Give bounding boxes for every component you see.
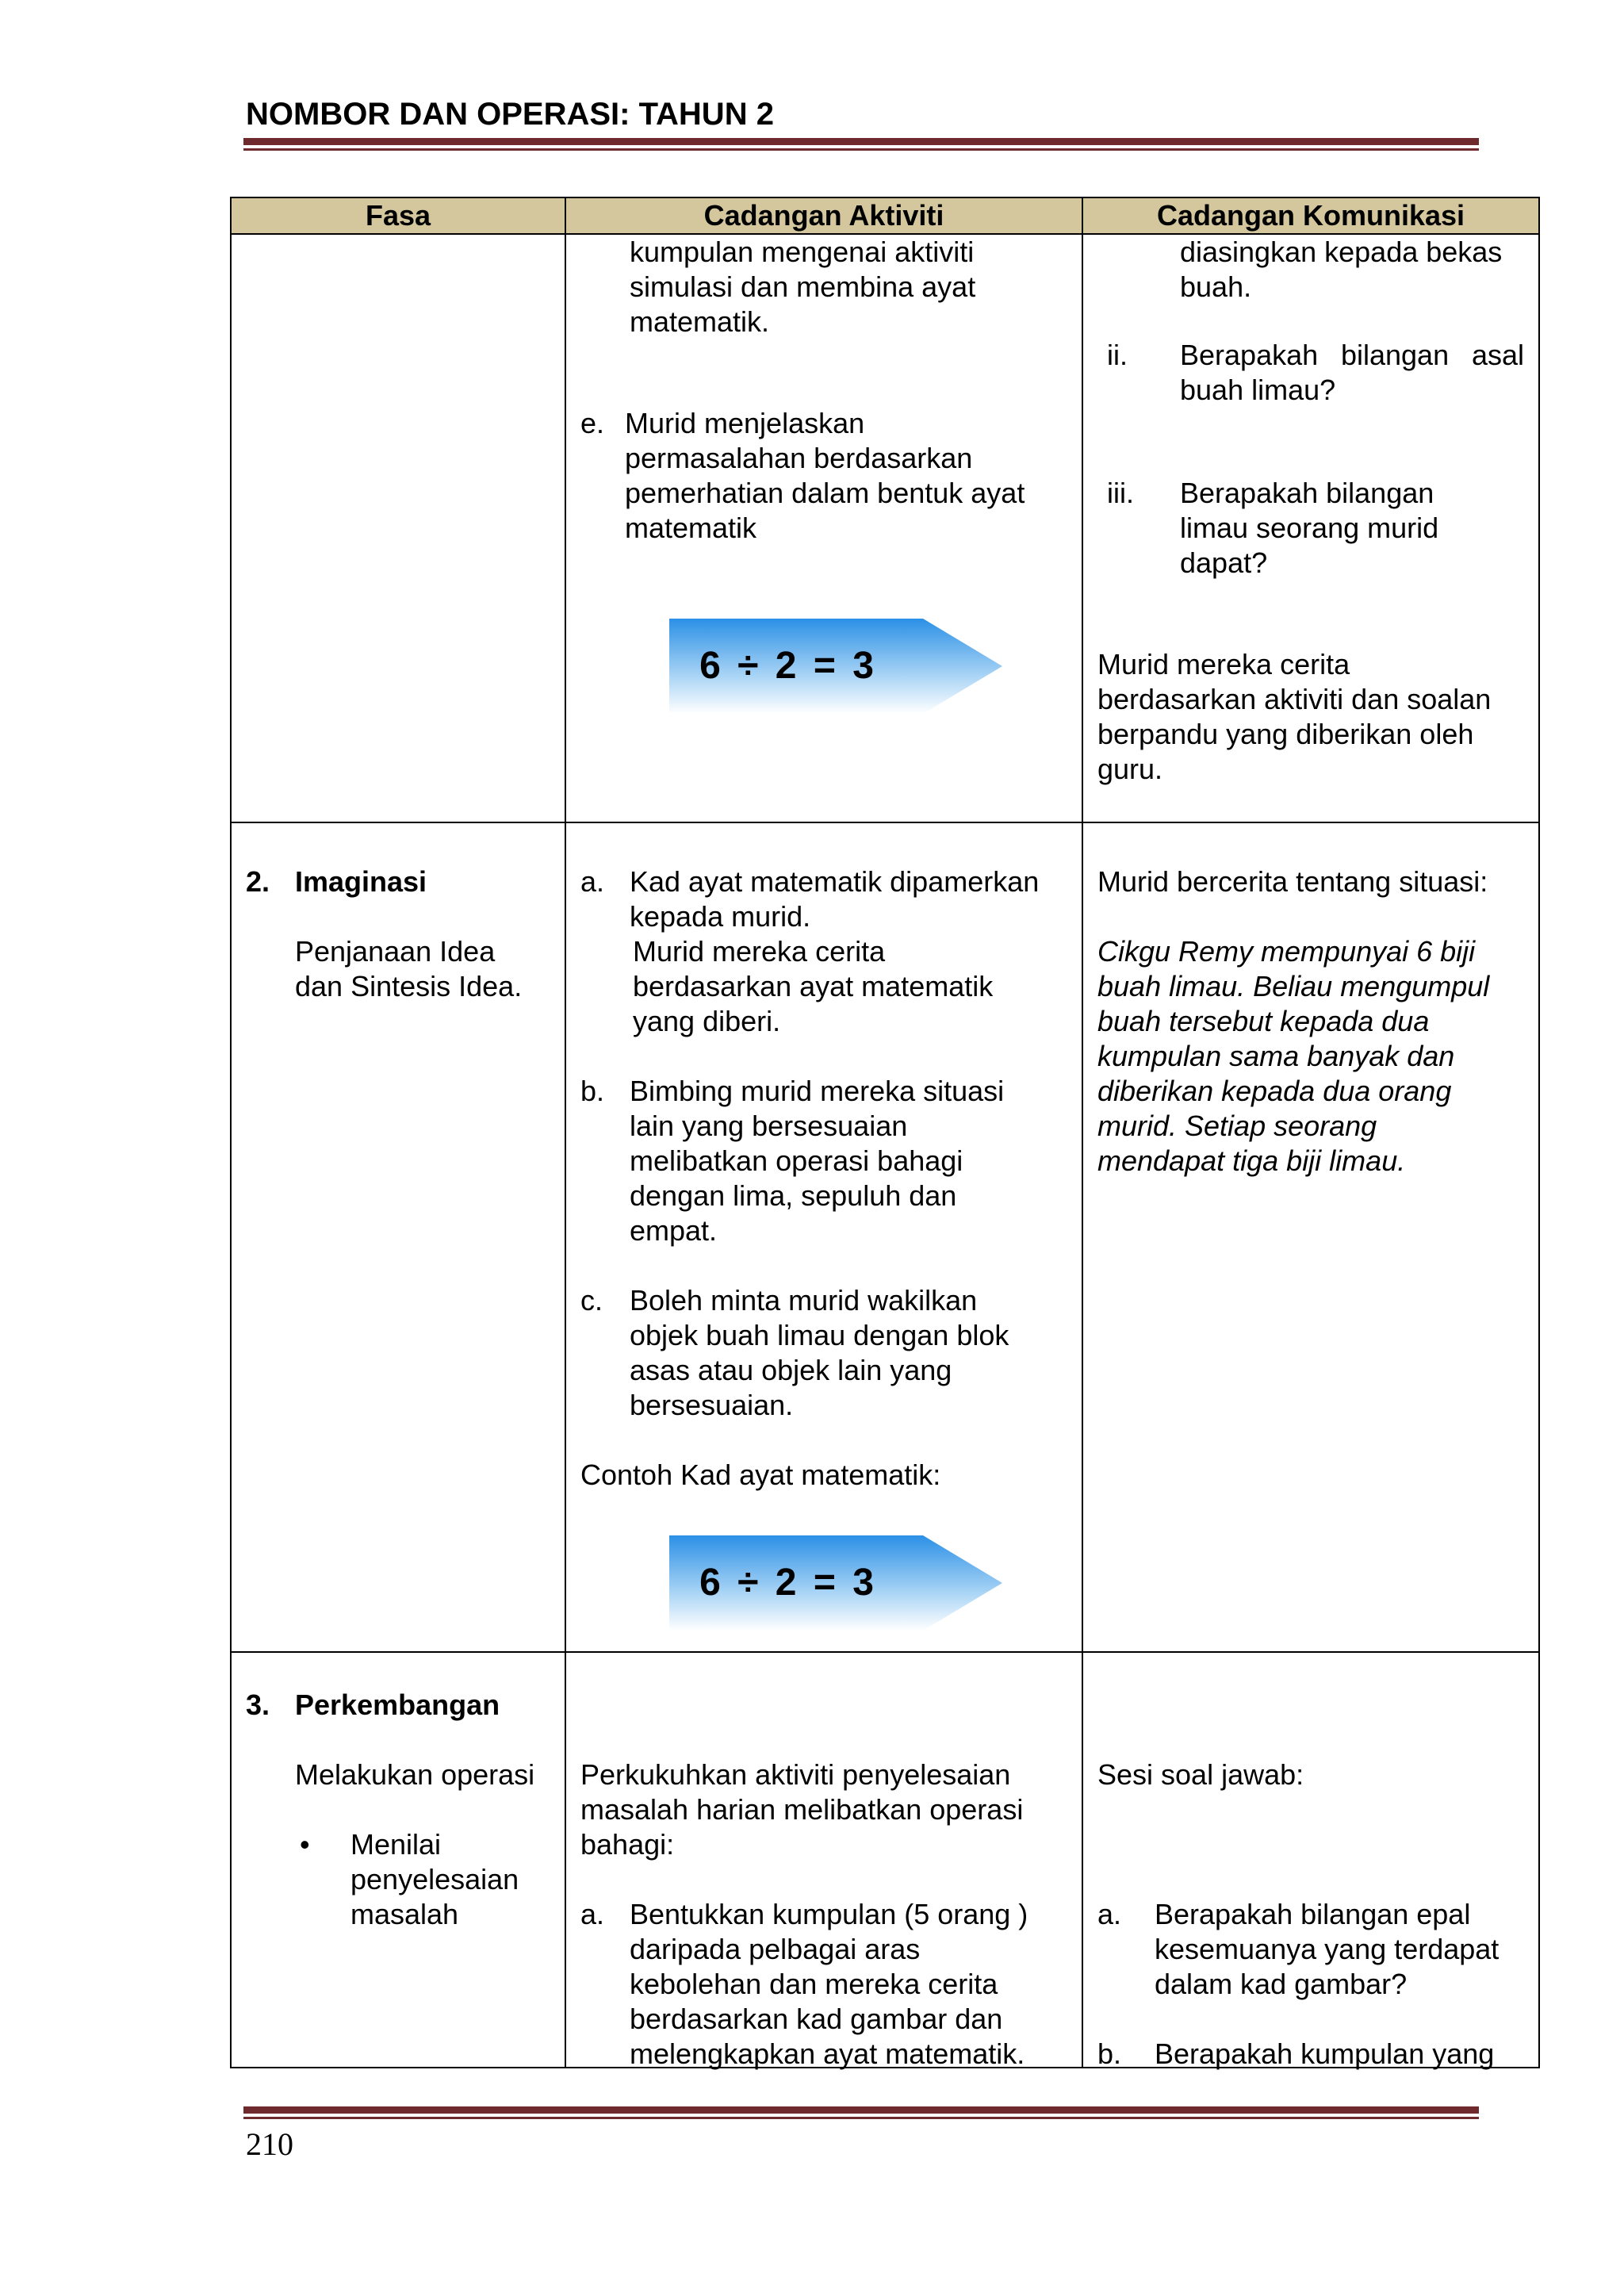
phase-title: Perkembangan [295,1688,500,1721]
text-line: Murid mereka cerita [1097,648,1350,680]
list-marker: b. [580,1075,605,1107]
fasa-cell [231,234,565,822]
equation-card [669,1535,1002,1631]
story-line: Cikgu Remy mempunyai 6 biji [1097,935,1476,968]
text-line: guru. [1097,753,1163,785]
text-line: buah limau? [1180,374,1336,406]
text-line: matematik [625,512,757,544]
list-marker: a. [1097,1898,1122,1930]
text-line: kepada murid. [630,900,811,933]
table-header-row [231,197,1539,234]
phase-number: 3. [246,1688,270,1721]
text-line: melibatkan operasi bahagi [630,1144,963,1177]
text-line: penyelesaian [350,1863,519,1895]
table-row [231,1652,1539,2068]
text-line: berdasarkan kad gambar dan [630,2003,1003,2035]
text-line: berdasarkan ayat matematik [633,970,994,1002]
story-line: kumpulan sama banyak dan [1097,1040,1455,1072]
text-line: bersesuaian. [630,1389,794,1421]
text-line: masalah harian melibatkan operasi [580,1793,1024,1826]
text-line: Boleh minta murid wakilkan [630,1284,978,1317]
text-line: objek buah limau dengan blok [630,1319,1009,1351]
text-line: berdasarkan aktiviti dan soalan [1097,683,1492,715]
text-line: Berapakah bilangan epal [1155,1898,1471,1930]
text-line: pemerhatian dalam bentuk ayat [625,477,1025,509]
text-line: simulasi dan membina ayat [630,270,976,303]
text-line: buah. [1180,270,1252,303]
text-line: Melakukan operasi [295,1758,535,1791]
text-line: daripada pelbagai aras [630,1933,921,1965]
text-line: Murid mereka cerita [633,935,886,968]
text-line: yang diberi. [633,1005,781,1037]
header-rule [243,138,1479,151]
text-line: dapat? [1180,546,1268,579]
text-line: empat. [630,1214,718,1247]
story-line: mendapat tiga biji limau. [1097,1144,1406,1177]
text-line: diasingkan kepada bekas [1180,236,1503,268]
text-line: Bimbing murid mereka situasi [630,1075,1005,1107]
list-marker: b. [1097,2037,1122,2070]
equation-card [669,619,1002,714]
text-line: Kad ayat matematik dipamerkan [630,865,1040,898]
text-line: Penjanaan Idea [295,935,496,968]
footer-rule [243,2106,1479,2119]
story-line: diberikan kepada dua orang [1097,1075,1452,1107]
komunikasi-cell [1082,822,1539,1652]
equation-text: 6 ÷ 2 = 3 [699,645,877,687]
list-marker: e. [580,407,605,439]
text-line: lain yang bersesuaian [630,1110,908,1142]
story-line: buah tersebut kepada dua [1097,1005,1430,1037]
text-line: Murid bercerita tentang situasi: [1097,865,1488,898]
text-line: kebolehan dan mereka cerita [630,1968,998,2000]
text-line: Contoh Kad ayat matematik: [580,1458,941,1491]
fasa-cell [231,822,565,1652]
list-marker: ii. [1107,339,1128,371]
page-header-title: NOMBOR DAN OPERASI: TAHUN 2 [246,97,774,132]
equation-text: 6 ÷ 2 = 3 [699,1562,877,1604]
lesson-table [230,197,1540,2068]
text-line: dengan lima, sepuluh dan [630,1179,957,1212]
aktiviti-cell [565,822,1082,1652]
text-line: permasalahan berdasarkan [625,442,973,474]
bullet-icon: • [300,1828,310,1861]
story-line: murid. Setiap seorang [1097,1110,1377,1142]
fasa-cell [231,1652,565,2068]
list-marker: c. [580,1284,603,1317]
komunikasi-cell [1082,234,1539,822]
list-marker: a. [580,1898,605,1930]
text-line: Murid menjelaskan [625,407,865,439]
text-line: Berapakah bilangan asal [1180,339,1524,371]
text-line: Berapakah bilangan [1180,477,1434,509]
phase-number: 2. [246,865,270,898]
text-line: asas atau objek lain yang [630,1354,952,1386]
text-line: Berapakah kumpulan yang [1155,2037,1495,2070]
column-header-komunikasi: Cadangan Komunikasi [1082,197,1539,234]
aktiviti-cell [565,1652,1082,2068]
story-line: buah limau. Beliau mengumpul [1097,970,1490,1002]
text-line: dalam kad gambar? [1155,1968,1408,2000]
text-line: kumpulan mengenai aktiviti [630,236,975,268]
komunikasi-cell [1082,1652,1539,2068]
aktiviti-cell [565,234,1082,822]
text-line: Sesi soal jawab: [1097,1758,1304,1791]
column-header-fasa: Fasa [231,197,565,234]
table-row [231,234,1539,822]
list-marker: a. [580,865,605,898]
text-line: masalah [350,1898,459,1930]
text-line: Menilai [350,1828,442,1861]
text-line: limau seorang murid [1180,512,1439,544]
column-header-aktiviti: Cadangan Aktiviti [565,197,1082,234]
list-marker: iii. [1107,477,1134,509]
text-line: Perkukuhkan aktiviti penyelesaian [580,1758,1011,1791]
table-row [231,822,1539,1652]
text-line: Bentukkan kumpulan (5 orang ) [630,1898,1028,1930]
phase-title: Imaginasi [295,865,427,898]
text-line: dan Sintesis Idea. [295,970,523,1002]
text-line: bahagi: [580,1828,675,1861]
text-line: melengkapkan ayat matematik. [630,2037,1025,2070]
text-line: kesemuanya yang terdapat [1155,1933,1500,1965]
text-line: matematik. [630,305,770,338]
text-line: berpandu yang diberikan oleh [1097,718,1474,750]
page-number: 210 [246,2126,293,2162]
